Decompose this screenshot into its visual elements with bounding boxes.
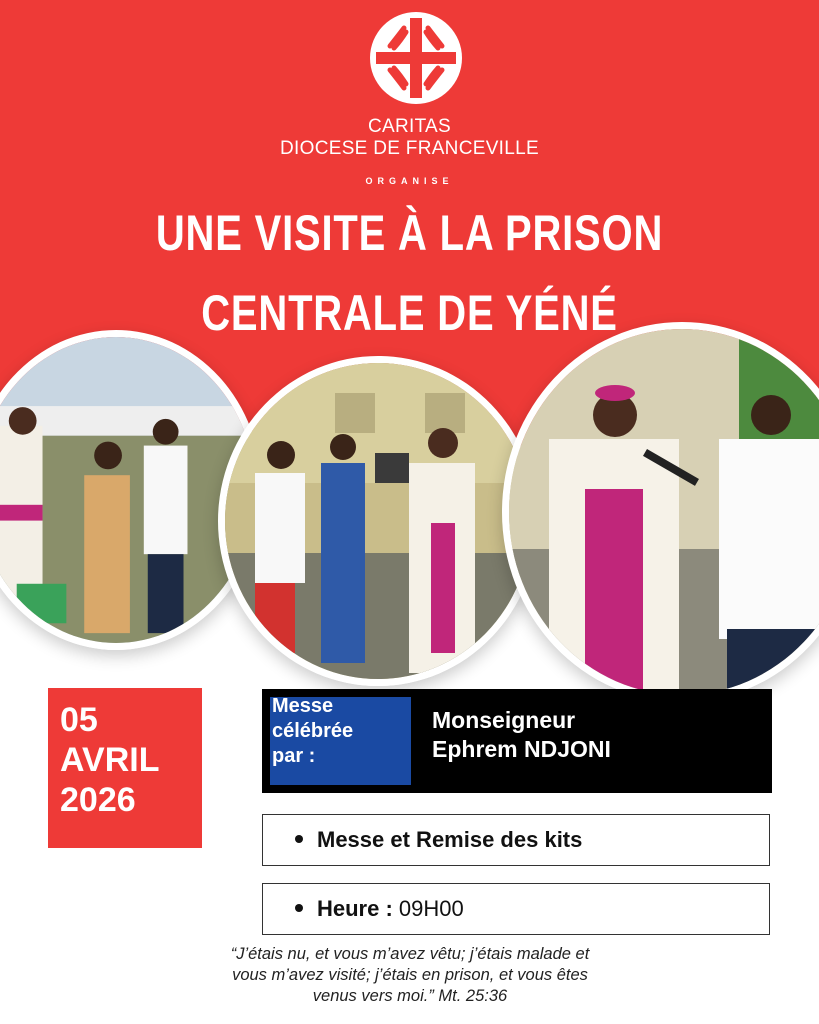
bible-quote <box>150 944 670 1007</box>
info-activity <box>262 814 770 866</box>
bullet-icon <box>295 904 303 912</box>
date-year: 2026 <box>60 781 136 819</box>
event-date <box>48 688 202 848</box>
quote-line1: “J’étais nu, et vous m’avez vêtu; j’étais malade et <box>230 945 590 963</box>
celebrant-full-name: Ephrem NDJONI <box>432 736 611 762</box>
time-label: Heure : <box>317 896 393 921</box>
info-time <box>262 883 770 935</box>
photo-distribution-center <box>218 356 538 686</box>
mass-label <box>272 694 412 769</box>
org-name: CARITAS <box>367 116 452 137</box>
caritas-logo-icon <box>368 10 464 106</box>
activity-text: Messe et Remise des kits <box>317 827 583 852</box>
celebrant-name <box>432 706 611 764</box>
org-diocese: DIOCESE DE FRANCEVILLE <box>280 138 539 159</box>
date-month: AVRIL <box>60 741 160 779</box>
mass-label-line3: par : <box>272 745 316 767</box>
quote-line2: vous m’avez visité; j’étais en prison, et vous êtes <box>232 966 588 984</box>
celebrant-title: Monseigneur <box>432 707 576 733</box>
date-day: 05 <box>60 701 98 739</box>
event-title-line1: UNE VISITE À LA PRISON <box>155 205 664 261</box>
event-title-line2: CENTRALE DE YÉNÉ <box>201 285 618 341</box>
mass-label-line2: célébrée <box>272 720 354 742</box>
bullet-icon <box>295 835 303 843</box>
organise-label: ORGANISE <box>365 176 454 186</box>
quote-line3: venus vers moi.” Mt. 25:36 <box>312 987 508 1005</box>
time-value: 09H00 <box>398 896 464 921</box>
mass-label-line1: Messe <box>272 695 334 717</box>
